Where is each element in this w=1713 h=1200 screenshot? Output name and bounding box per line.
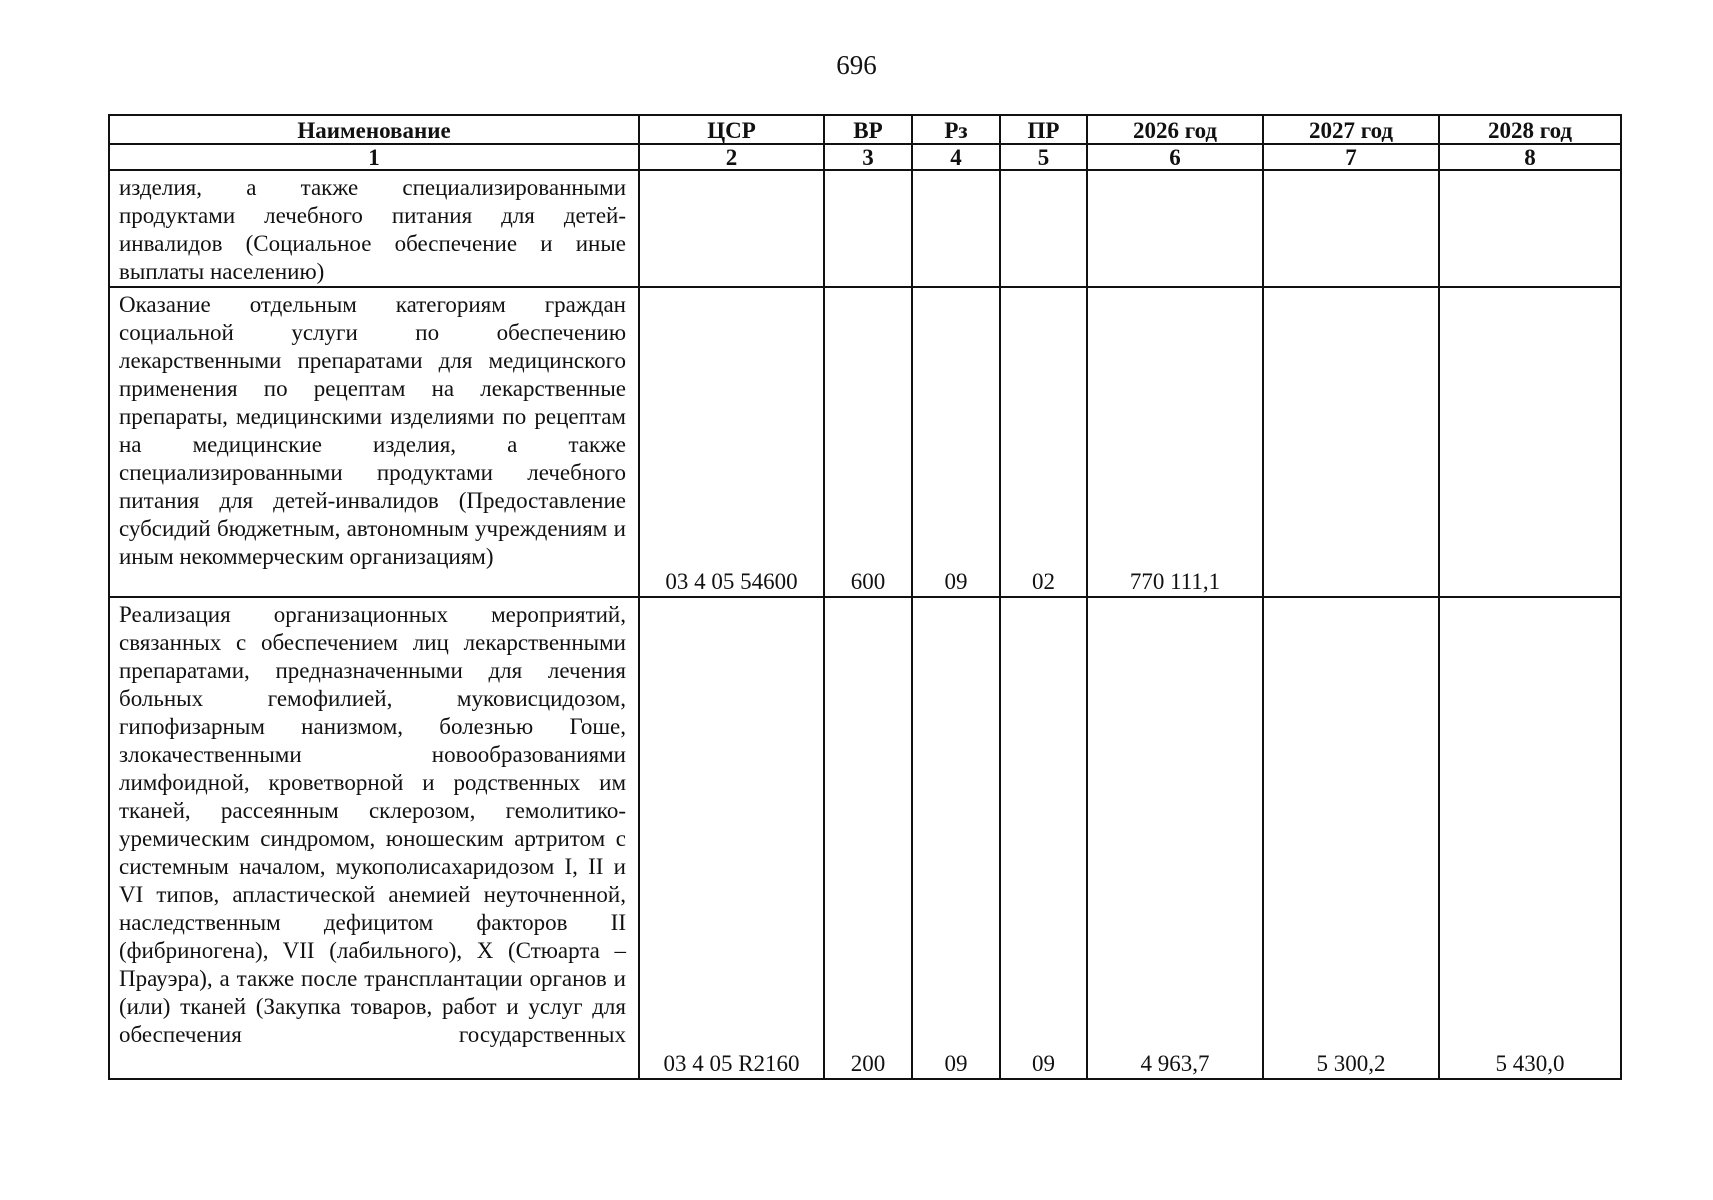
amount-2027-cell (1263, 170, 1439, 287)
column-number-row (109, 144, 1621, 170)
column-number: 1 (109, 144, 639, 170)
amount-2026-cell: 770 111,1 (1087, 287, 1263, 597)
amount-2026-cell (1087, 170, 1263, 287)
csr-cell: 03 4 05 54600 (639, 287, 824, 597)
amount-2028-cell (1439, 287, 1621, 597)
column-number: 5 (1000, 144, 1087, 170)
header-rz: Рз (912, 115, 1000, 144)
pr-cell (1000, 170, 1087, 287)
csr-cell (639, 170, 824, 287)
pr-cell: 02 (1000, 287, 1087, 597)
rz-cell: 09 (912, 597, 1000, 1079)
pr-cell: 09 (1000, 597, 1087, 1079)
table-row (109, 170, 1621, 287)
vr-cell: 600 (824, 287, 912, 597)
header-2027: 2027 год (1263, 115, 1439, 144)
header-csr: ЦСР (639, 115, 824, 144)
header-pr: ПР (1000, 115, 1087, 144)
column-number: 7 (1263, 144, 1439, 170)
column-number: 2 (639, 144, 824, 170)
row-name-cell: Оказание отдельным категориям граждан социальной услуги по обеспечению лекарственными препаратами для медицинского применения по рецептам на лекарственные препараты, медицинскими изделиями по рецептам на медицинские изделия, а также специализированными продуктами лечебного питания для детей-инвалидов (Предоставление субсидий бюджетным, автономным учреждениям и иным некоммерческим организациям) (109, 287, 639, 597)
table-row (109, 597, 1621, 1079)
rz-cell: 09 (912, 287, 1000, 597)
amount-2028-cell: 5 430,0 (1439, 597, 1621, 1079)
header-vr: ВР (824, 115, 912, 144)
budget-table (108, 114, 1622, 1080)
rz-cell (912, 170, 1000, 287)
header-name: Наименование (109, 115, 639, 144)
vr-cell (824, 170, 912, 287)
column-number: 3 (824, 144, 912, 170)
amount-2026-cell: 4 963,7 (1087, 597, 1263, 1079)
amount-2027-cell (1263, 287, 1439, 597)
header-row (109, 115, 1621, 144)
vr-cell: 200 (824, 597, 912, 1079)
row-name-cell: Реализация организационных мероприятий, связанных с обеспечением лиц лекарственными препаратами, предназначенными для лечения больных гемофилией, муковисцидозом, гипофизарным нанизмом, болезнью Гоше, злокачественными новообразованиями лимфоидной, кроветворной и родственных им тканей, рассеянным склерозом, гемолитико-уремическим синдромом, юношеским артритом с системным началом, мукополисахаридозом I, II и VI типов, апластической анемией неуточненной, наследственным дефицитом факторов II (фибриногена), VII (лабильного), X (Стюарта – Прауэра), а также после трансплантации органов и (или) тканей (Закупка товаров, работ и услуг для обеспечения государственных (109, 597, 639, 1079)
header-2026: 2026 год (1087, 115, 1263, 144)
table-row (109, 287, 1621, 597)
row-name-cell: изделия, а также специализированными продуктами лечебного питания для детей-инвалидов (Социальное обеспечение и иные выплаты населению) (109, 170, 639, 287)
column-number: 4 (912, 144, 1000, 170)
amount-2028-cell (1439, 170, 1621, 287)
page-number: 696 (836, 50, 877, 80)
csr-cell: 03 4 05 R2160 (639, 597, 824, 1079)
amount-2027-cell: 5 300,2 (1263, 597, 1439, 1079)
header-2028: 2028 год (1439, 115, 1621, 144)
column-number: 6 (1087, 144, 1263, 170)
column-number: 8 (1439, 144, 1621, 170)
